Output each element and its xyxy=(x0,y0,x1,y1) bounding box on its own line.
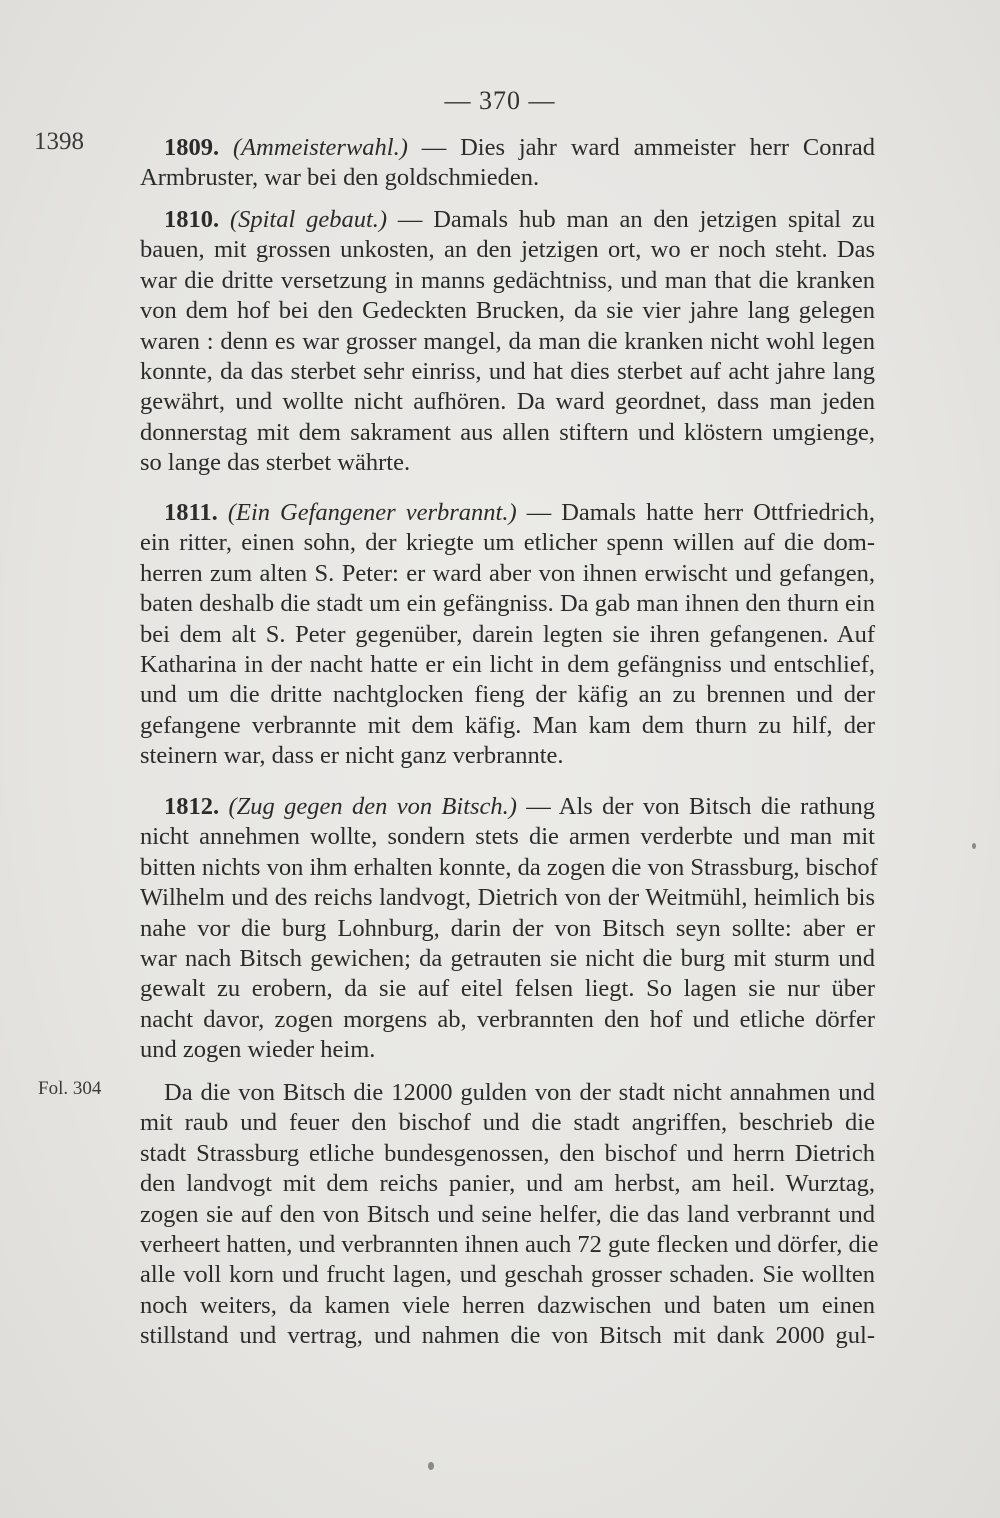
text-line: ein ritter, einen sohn, der kriegte um etlicher spenn willen auf die dom- xyxy=(140,529,875,557)
text-line: Katharina in der nacht hatte er ein licht in dem gefängniss und entschlief, xyxy=(140,651,875,679)
text-line: nahe vor die burg Lohnburg, darin der von Bitsch seyn sollte: aber er xyxy=(140,914,875,942)
text-line: bei dem alt S. Peter gegenüber, darein legten sie ihren gefangenen. Auf xyxy=(140,620,875,648)
margin-year: 1398 xyxy=(34,128,84,155)
text-line: waren : denn es war grosser mangel, da man die kranken nicht wohl legen xyxy=(140,327,875,355)
text-line: mit raub und feuer den bischof und die stadt angriffen, beschrieb die xyxy=(140,1109,875,1137)
text-line: und um die dritte nachtglocken fieng der käfig an zu brennen und der xyxy=(140,681,875,709)
text-line: so lange das sterbet währte. xyxy=(140,449,411,477)
text-line: gefangene verbrannte mit dem käfig. Man kam dem thurn zu hilf, der xyxy=(140,711,875,739)
entry-first-line xyxy=(140,498,875,528)
text-line: herren zum alten S. Peter: er ward aber von ihnen erwischt und gefangen, xyxy=(140,559,875,587)
text-line: war die dritte versetzung in manns gedächtniss, und man that die kranken xyxy=(140,266,875,294)
paper-speck xyxy=(428,1462,434,1470)
entry-title: (Zug gegen den von Bitsch.) xyxy=(228,793,517,820)
text-line: zogen sie auf den von Bitsch und seine helfer, die das land verbrannt und xyxy=(140,1200,875,1228)
final-paragraph xyxy=(140,1078,879,1352)
entry-number: 1810. xyxy=(164,206,220,233)
text-line: donnerstag mit dem sakrament aus allen stiftern und klöstern umgienge, xyxy=(140,418,875,446)
entry-1811 xyxy=(140,498,875,772)
text-line: Wilhelm und des reichs landvogt, Dietrich von der Weitmühl, heimlich bis xyxy=(140,884,875,912)
page-number: — 370 — xyxy=(444,86,556,115)
text-line: bauen, mit grossen unkosten, an den jetzigen ort, wo er noch steht. Das xyxy=(140,236,875,264)
margin-folio: Fol. 304 xyxy=(38,1078,102,1099)
text-line: gewährt, und wollte nicht aufhören. Da ward geordnet, dass man jeden xyxy=(140,388,875,416)
text-line: nacht davor, zogen morgens ab, verbrannten den hof und etliche dörfer xyxy=(140,1005,875,1033)
text-line: bitten nichts von ihm erhalten konnte, da zogen die von Strassburg, bischof xyxy=(140,853,878,881)
entry-first-line xyxy=(140,792,875,822)
text-line: noch weiters, da kamen viele herren dazwischen und baten um einen xyxy=(140,1291,875,1319)
text-line: steinern war, dass er nicht ganz verbrannte. xyxy=(140,742,564,770)
text-line: den landvogt mit dem reichs panier, und am herbst, am heil. Wurztag, xyxy=(140,1170,875,1198)
entry-1809 xyxy=(140,133,875,194)
text-line: — Dies jahr ward ammeister herr Conrad xyxy=(407,134,876,161)
text-line: alle voll korn und frucht lagen, und geschah grosser schaden. Sie wollten xyxy=(140,1261,875,1289)
text-line: gewalt zu erobern, da sie auf eitel felsen liegt. So lagen sie nur über xyxy=(140,975,875,1003)
text-line: stillstand und vertrag, und nahmen die von Bitsch mit dank 2000 gul- xyxy=(140,1322,875,1350)
text-line: konnte, da das sterbet sehr einriss, und hat dies sterbet auf acht jahre lang xyxy=(140,358,875,386)
entry-1810 xyxy=(140,205,875,479)
text-line: — Damals hub man an den jetzigen spital zu xyxy=(387,206,875,233)
entry-number: 1812. xyxy=(164,793,220,820)
text-line: und zogen wieder heim. xyxy=(140,1036,376,1064)
text-line: — Als der von Bitsch die rathung xyxy=(516,793,876,820)
entry-number: 1811. xyxy=(164,499,218,526)
entry-number: 1809. xyxy=(164,134,220,161)
entry-title: (Ein Gefangener verbrannt.) xyxy=(227,499,517,526)
paper-speck xyxy=(972,843,976,849)
text-line: war nach Bitsch gewichen; da getrauten sie nicht die burg mit sturm und xyxy=(140,945,875,973)
text-line: nicht annehmen wollte, sondern stets die armen verderbte und man mit xyxy=(140,823,875,851)
text-line: stadt Strassburg etliche bundesgenossen, den bischof und herrn Dietrich xyxy=(140,1139,875,1167)
text-line: baten deshalb die stadt um ein gefängniss. Da gab man ihnen den thurn ein xyxy=(140,590,875,618)
text-line: Armbruster, war bei den goldschmieden. xyxy=(140,164,540,192)
entry-title: (Ammeisterwahl.) xyxy=(233,134,408,161)
entry-title: (Spital gebaut.) xyxy=(229,206,388,233)
entry-first-line xyxy=(140,133,875,163)
entry-first-line xyxy=(140,205,875,235)
entry-1812 xyxy=(140,792,878,1066)
text-line: — Damals hatte herr Ottfriedrich, xyxy=(516,499,876,526)
text-line: Da die von Bitsch die 12000 gulden von der stadt nicht annahmen und xyxy=(164,1079,875,1106)
text-line: verheert hatten, und verbrannten ihnen auch 72 gute flecken und dörfer, die xyxy=(140,1231,879,1259)
text-line: von dem hof bei den Gedeckten Brucken, da sie vier jahre lang gelegen xyxy=(140,297,875,325)
